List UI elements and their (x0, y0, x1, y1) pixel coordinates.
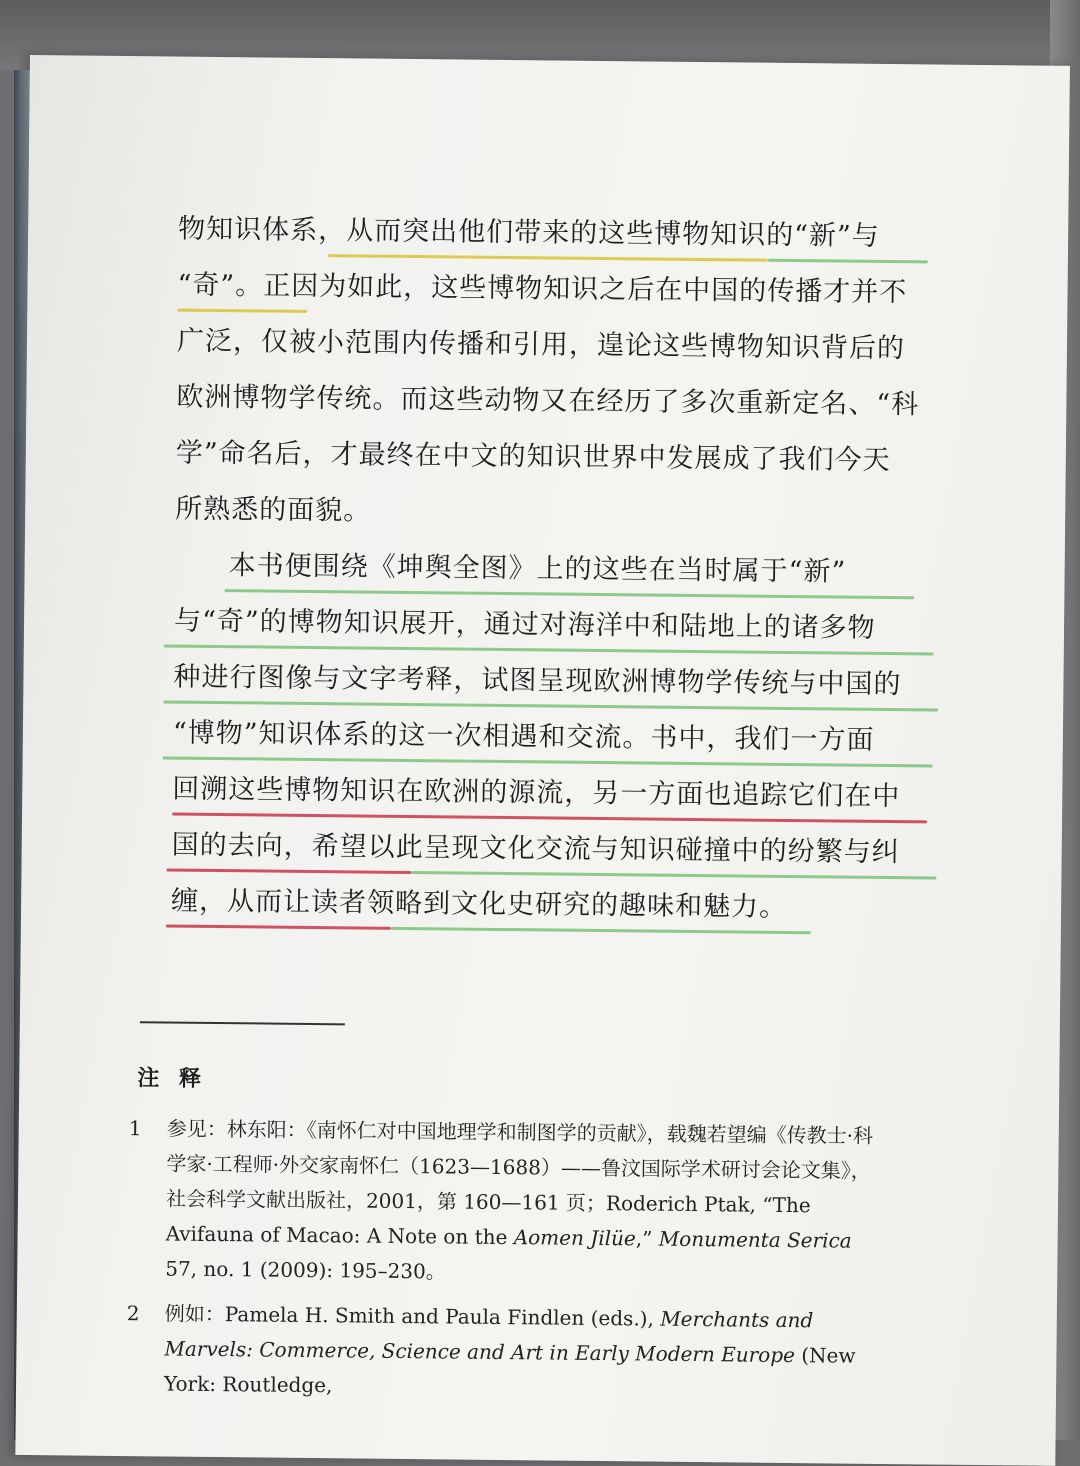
text-line: “奇”。正因为如此，这些博物知识之后在中国的传播才并不 (177, 258, 918, 322)
footnote-text: 参见：林东阳：《南怀仁对中国地理学和制图学的贡献》，载魏若望编《传教士·科学家·工程师·外交家南怀仁（1623—1688）——鲁汶国际学术研讨会论文集》，社会科学文献出版社，2001，第 160—161 页；Roderich Ptak, “The Avifauna of Macao: A Note on the Aomen Jilüe,” Monumenta Serica 57, no. 1 (2009): 195–230。 (165, 1116, 874, 1284)
text-line: 回溯这些博物知识在欧洲的源流，另一方面也追踪它们在中 (172, 762, 913, 826)
text-line: 本书便围绕《坤舆全图》上的这些在当时属于“新” (174, 538, 915, 602)
text-line: 与“奇”的博物知识展开，通过对海洋中和陆地上的诸多物 (174, 594, 915, 658)
body-text (171, 202, 919, 938)
text-line: 欧洲博物学传统。而这些动物又在经历了多次重新定名、“科 (176, 381, 920, 421)
notes-title: 注 释 (137, 1065, 208, 1092)
footnote-number: 1 (128, 1116, 142, 1141)
text-line: 学”命名后，才最终在中文的知识世界中发展成了我们今天 (175, 437, 891, 477)
book-page (15, 55, 1070, 1466)
text-line: 国的去向，希望以此呈现文化交流与知识碰撞中的纷繁与纠 (171, 818, 912, 882)
green-underline (391, 927, 811, 934)
text-line: 所熟悉的面貌。 (175, 493, 372, 527)
yellow-underline (177, 309, 307, 313)
text-line: 广泛，仅被小范围内传播和引用，遑论这些博物知识背后的 (176, 325, 906, 365)
footnote-divider (140, 1021, 345, 1025)
green-underline (768, 259, 928, 264)
footnote-number: 2 (126, 1301, 140, 1326)
text-line: 物知识体系，从而突出他们带来的这些博物知识的“新”与 (178, 202, 919, 266)
text-line: 种进行图像与文字考释，试图呈现欧洲博物学传统与中国的 (173, 650, 914, 714)
footnote-2 (126, 1296, 887, 1409)
text-line: “博物”知识体系的这一次相遇和交流。书中，我们一方面 (173, 706, 914, 770)
footnote-1 (127, 1111, 889, 1294)
text-line: 缠，从而让读者领略到文化史研究的趣味和魅力。 (171, 874, 912, 938)
red-underline (166, 924, 391, 929)
footnote-text: 例如：Pamela H. Smith and Paula Findlen (eds.), Merchants and Marvels: Commerce, Science and Art in Early Modern Europe (New York: Routledge, (163, 1301, 856, 1398)
